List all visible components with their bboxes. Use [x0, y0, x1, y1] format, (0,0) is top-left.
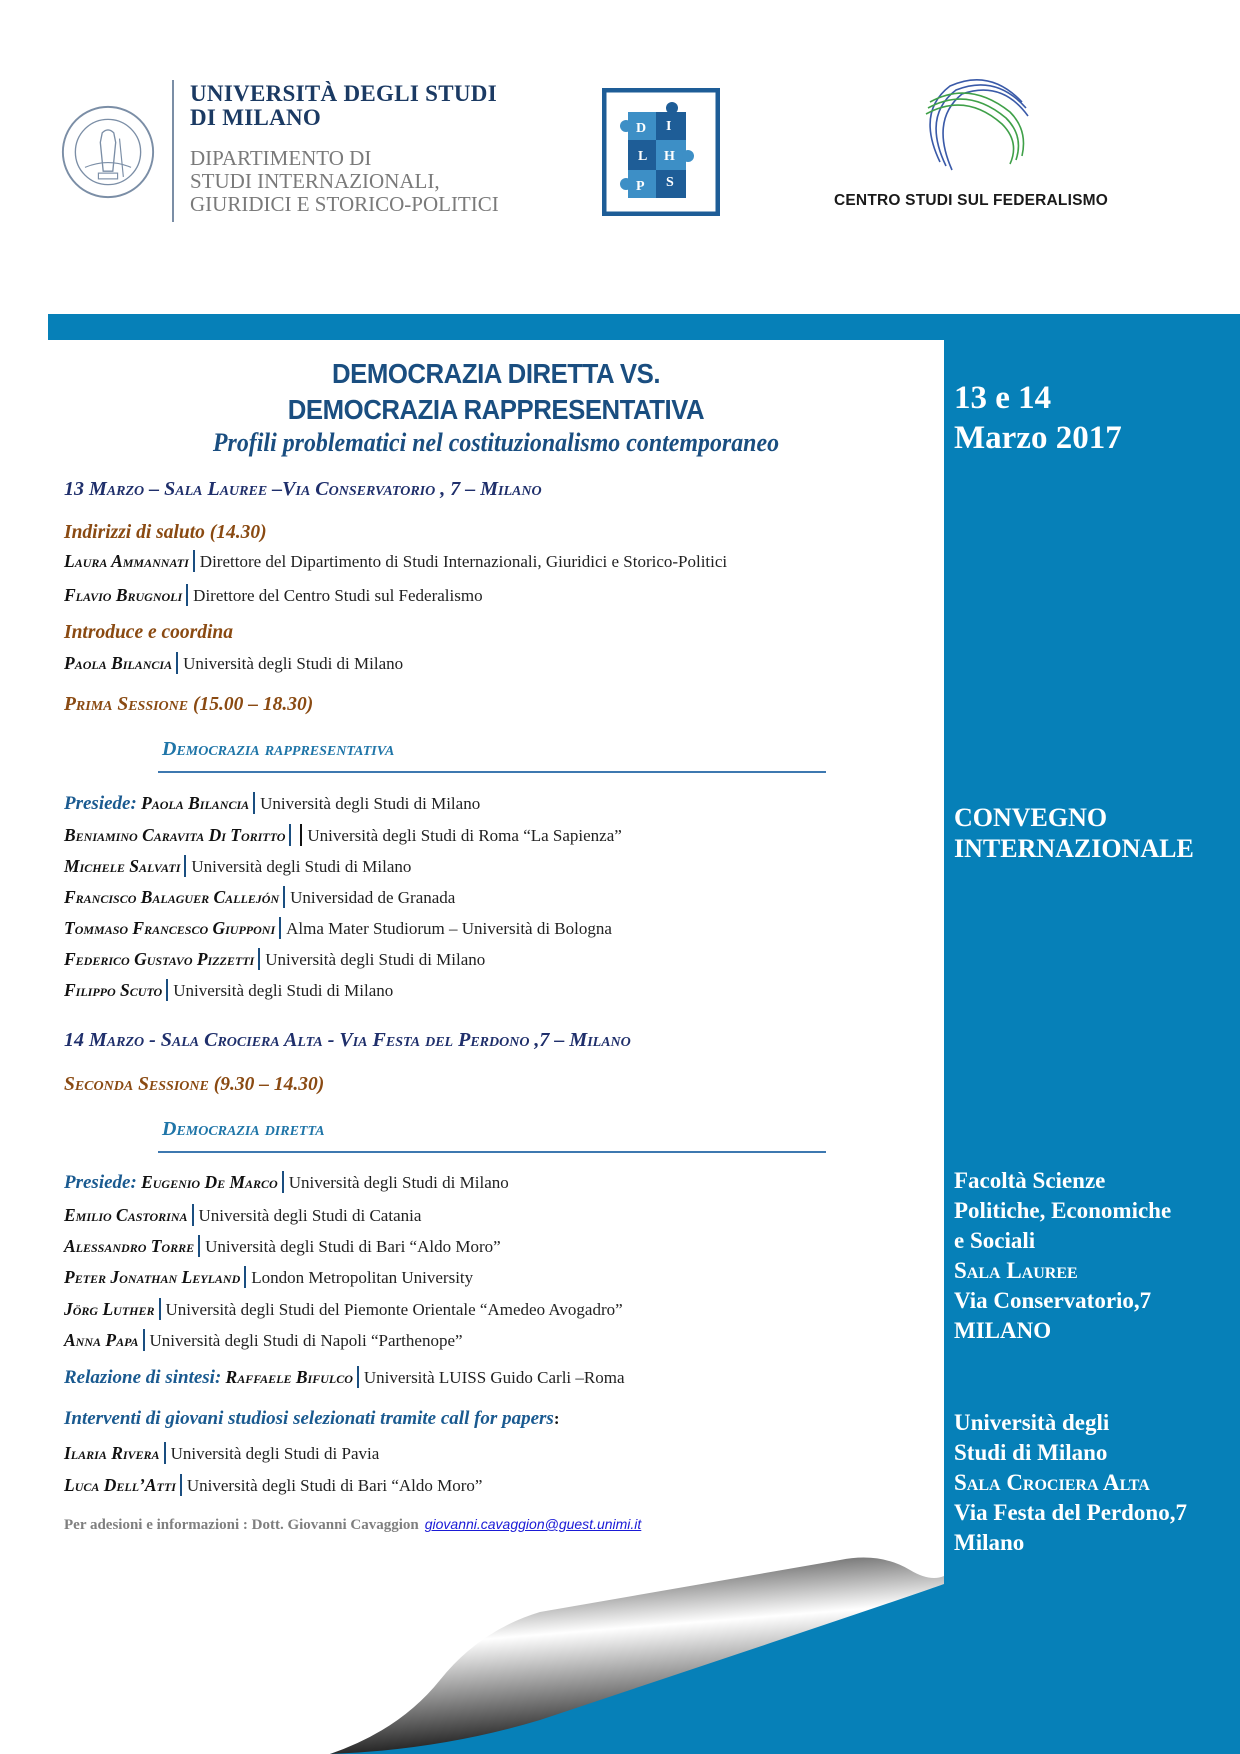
- session2-rule: [158, 1151, 826, 1153]
- list-item: [64, 1204, 421, 1227]
- university-name: [190, 82, 497, 130]
- page-curl-decoration: [0, 1540, 944, 1754]
- list-item: [64, 948, 485, 971]
- separator-bar: [244, 1266, 246, 1288]
- list-item: [64, 652, 403, 675]
- list-item: [64, 855, 411, 878]
- day1-heading: 13 Marzo – Sala Lauree –Via Conservatorio , 7 – Milano: [64, 478, 542, 500]
- speaker-name: Tommaso Francesco Giupponi: [64, 918, 276, 938]
- young-scholars-heading: [64, 1408, 559, 1430]
- list-item: [64, 584, 483, 607]
- list-item: [64, 1329, 463, 1352]
- separator-bar: [357, 1366, 359, 1388]
- department-line3: GIURIDICI E STORICO-POLITICI: [190, 192, 499, 216]
- contact-email-link[interactable]: giovanni.cavaggion@guest.unimi.it: [424, 1516, 642, 1532]
- speaker-affiliation: Direttore del Dipartimento di Studi Internazionali, Giuridici e Storico-Politici: [199, 552, 728, 571]
- synthesis-label: Relazione di sintesi:: [64, 1367, 222, 1388]
- speaker-affiliation: Università degli Studi di Bari “Aldo Moro”: [205, 1237, 501, 1256]
- venue2-line5: Milano: [954, 1530, 1025, 1555]
- logo-divider: [172, 80, 174, 222]
- university-seal-icon: [60, 104, 156, 200]
- session1-rule: [158, 771, 826, 773]
- speaker-affiliation: Università degli Studi di Pavia: [170, 1444, 380, 1463]
- separator-bar: [258, 948, 260, 970]
- speaker-name: Federico Gustavo Pizzetti: [64, 949, 255, 969]
- venue1-line6: MILANO: [954, 1318, 1052, 1343]
- dlhs-letter-h: H: [664, 149, 675, 164]
- dlhs-letter-s: S: [666, 175, 674, 190]
- university-name-line2: DI MILANO: [190, 105, 322, 130]
- separator-bar: [192, 1204, 194, 1226]
- greetings-heading: Indirizzi di saluto (14.30): [64, 522, 267, 543]
- speaker-affiliation: Università degli Studi di Milano: [183, 654, 404, 673]
- separator-bar: [283, 886, 285, 908]
- federalism-globe-icon: [910, 72, 1040, 182]
- separator-bar: [143, 1329, 145, 1351]
- list-item: [64, 1266, 473, 1289]
- separator-bar: [282, 1171, 284, 1193]
- speaker-name: Flavio Brugnoli: [64, 585, 183, 605]
- speaker-affiliation: Università LUISS Guido Carli –Roma: [363, 1368, 625, 1387]
- speaker-name: Anna Papa: [64, 1330, 139, 1350]
- list-item: [64, 1442, 379, 1465]
- speaker-affiliation: Università degli Studi di Milano: [260, 794, 481, 813]
- speaker-name: Paola Bilancia: [141, 793, 250, 813]
- separator-bar: [289, 824, 291, 846]
- separator-bar: [159, 1298, 161, 1320]
- speaker-name: Emilio Castorina: [64, 1205, 188, 1225]
- separator-bar: [184, 855, 186, 877]
- event-dates-line1: 13 e 14: [954, 380, 1052, 416]
- venue2-line2: Studi di Milano: [954, 1440, 1108, 1465]
- separator-bar: [176, 652, 178, 674]
- list-item: [64, 917, 612, 940]
- speaker-affiliation: Università degli Studi di Roma “La Sapienza”: [307, 826, 622, 845]
- session2-heading: Seconda Sessione (9.30 – 14.30): [64, 1074, 325, 1095]
- venue1-line1: Facoltà Scienze: [954, 1168, 1106, 1193]
- separator-bar: [186, 584, 188, 606]
- venue2-line1: Università degli: [954, 1410, 1110, 1435]
- speaker-affiliation: Alma Mater Studiorum – Università di Bologna: [286, 919, 612, 938]
- synthesis-row: [64, 1366, 625, 1389]
- dlhs-puzzle-logo: [602, 88, 720, 216]
- speaker-name: Francisco Balaguer Callejón: [64, 887, 280, 907]
- list-item: [64, 1235, 501, 1258]
- speaker-name: Eugenio De Marco: [141, 1172, 278, 1192]
- speaker-affiliation: Università degli Studi di Bari “Aldo Moro”: [186, 1476, 483, 1495]
- speaker-name: Filippo Scuto: [64, 980, 163, 1000]
- venue-day2: [954, 1408, 1187, 1558]
- dlhs-letter-i: I: [666, 119, 672, 134]
- event-type: [954, 802, 1194, 864]
- session1-title: Democrazia rappresentativa: [162, 738, 395, 760]
- separator-bar: [193, 550, 195, 572]
- separator-bar: [166, 979, 168, 1001]
- department-line2: STUDI INTERNAZIONALI,: [190, 169, 440, 193]
- speaker-affiliation: Università degli Studi di Milano: [288, 1173, 509, 1192]
- separator-bar: [279, 917, 281, 939]
- speaker-affiliation: London Metropolitan University: [251, 1268, 474, 1287]
- young-scholars-colon: :: [553, 1409, 560, 1428]
- speaker-name: Paola Bilancia: [64, 653, 173, 673]
- list-item: [64, 1474, 482, 1497]
- session1-heading: Prima Sessione (15.00 – 18.30): [64, 694, 314, 715]
- department-line1: DIPARTIMENTO DI: [190, 146, 372, 170]
- speaker-affiliation: Università degli Studi di Milano: [265, 950, 486, 969]
- page-subtitle: Profili problematici nel costituzionalismo contemporaneo: [212, 428, 780, 457]
- list-item: [64, 886, 455, 909]
- dlhs-letter-p: P: [636, 179, 645, 194]
- federalism-center-name: CENTRO STUDI SUL FEDERALISMO: [834, 192, 1108, 209]
- speaker-affiliation: Università degli Studi del Piemonte Orientale “Amedeo Avogadro”: [165, 1300, 623, 1319]
- list-item: [64, 550, 727, 573]
- chair-row: [64, 792, 480, 815]
- department-name: [190, 147, 499, 216]
- speaker-name: Laura Ammannati: [64, 551, 189, 571]
- speaker-affiliation: Università degli Studi di Catania: [198, 1206, 422, 1225]
- venue1-line4: Sala Lauree: [954, 1258, 1078, 1283]
- list-item: [64, 824, 622, 847]
- university-name-line1: UNIVERSITÀ DEGLI STUDI: [190, 81, 497, 106]
- session2-title: Democrazia diretta: [162, 1118, 325, 1140]
- list-item: [64, 979, 393, 1002]
- speaker-name: Alessandro Torre: [64, 1236, 195, 1256]
- day2-heading: 14 Marzo - Sala Crociera Alta - Via Festa del Perdono ,7 – Milano: [64, 1029, 631, 1051]
- separator-bar: [180, 1474, 182, 1496]
- speaker-affiliation: Universidad de Granada: [290, 888, 456, 907]
- speaker-name: Beniamino Caravita Di Toritto: [64, 825, 286, 845]
- separator-bar: [253, 792, 255, 814]
- page-title-line2: DEMOCRAZIA RAPPRESENTATIVA: [287, 394, 705, 425]
- list-item: [64, 1298, 623, 1321]
- dlhs-letter-d: D: [636, 121, 647, 136]
- intro-heading: Introduce e coordina: [64, 622, 234, 643]
- speaker-name: Luca Dell’Atti: [64, 1475, 176, 1495]
- speaker-affiliation: Università degli Studi di Milano: [191, 857, 412, 876]
- event-dates-line2: Marzo 2017: [954, 420, 1122, 456]
- event-dates: [954, 378, 1122, 458]
- contact-label: Per adesioni e informazioni : Dott. Giovanni Cavaggion: [64, 1517, 419, 1533]
- chair-label: Presiede:: [64, 793, 137, 814]
- speaker-name: Michele Salvati: [64, 856, 181, 876]
- contact-info: [64, 1516, 641, 1534]
- separator-bar: [164, 1442, 166, 1464]
- venue2-line3: Sala Crociera Alta: [954, 1470, 1150, 1495]
- venue-day1: [954, 1166, 1171, 1346]
- dlhs-letter-l: L: [638, 149, 648, 164]
- separator-bar: [300, 824, 302, 846]
- separator-bar: [198, 1235, 200, 1257]
- speaker-affiliation: Università degli Studi di Napoli “Parthenope”: [149, 1331, 463, 1350]
- speaker-name: Ilaria Rivera: [64, 1443, 160, 1463]
- speaker-affiliation: Direttore del Centro Studi sul Federalismo: [193, 586, 483, 605]
- venue1-line2: Politiche, Economiche: [954, 1198, 1172, 1223]
- young-scholars-label: Interventi di giovani studiosi selezionati tramite call for papers: [64, 1408, 554, 1429]
- speaker-name: Raffaele Bifulco: [225, 1367, 353, 1387]
- event-type-line1: CONVEGNO: [954, 803, 1108, 832]
- venue1-line5: Via Conservatorio,7: [954, 1288, 1152, 1313]
- chair-label: Presiede:: [64, 1172, 137, 1193]
- speaker-name: Peter Jonathan Leyland: [64, 1267, 241, 1287]
- chair-row: [64, 1171, 509, 1194]
- speaker-affiliation: Università degli Studi di Milano: [173, 981, 394, 1000]
- venue2-line4: Via Festa del Perdono,7: [954, 1500, 1187, 1525]
- page-title-line1: DEMOCRAZIA DIRETTA VS.: [331, 358, 661, 389]
- event-type-line2: INTERNAZIONALE: [954, 834, 1194, 863]
- speaker-name: Jörg Luther: [64, 1299, 155, 1319]
- venue1-line3: e Sociali: [954, 1228, 1036, 1253]
